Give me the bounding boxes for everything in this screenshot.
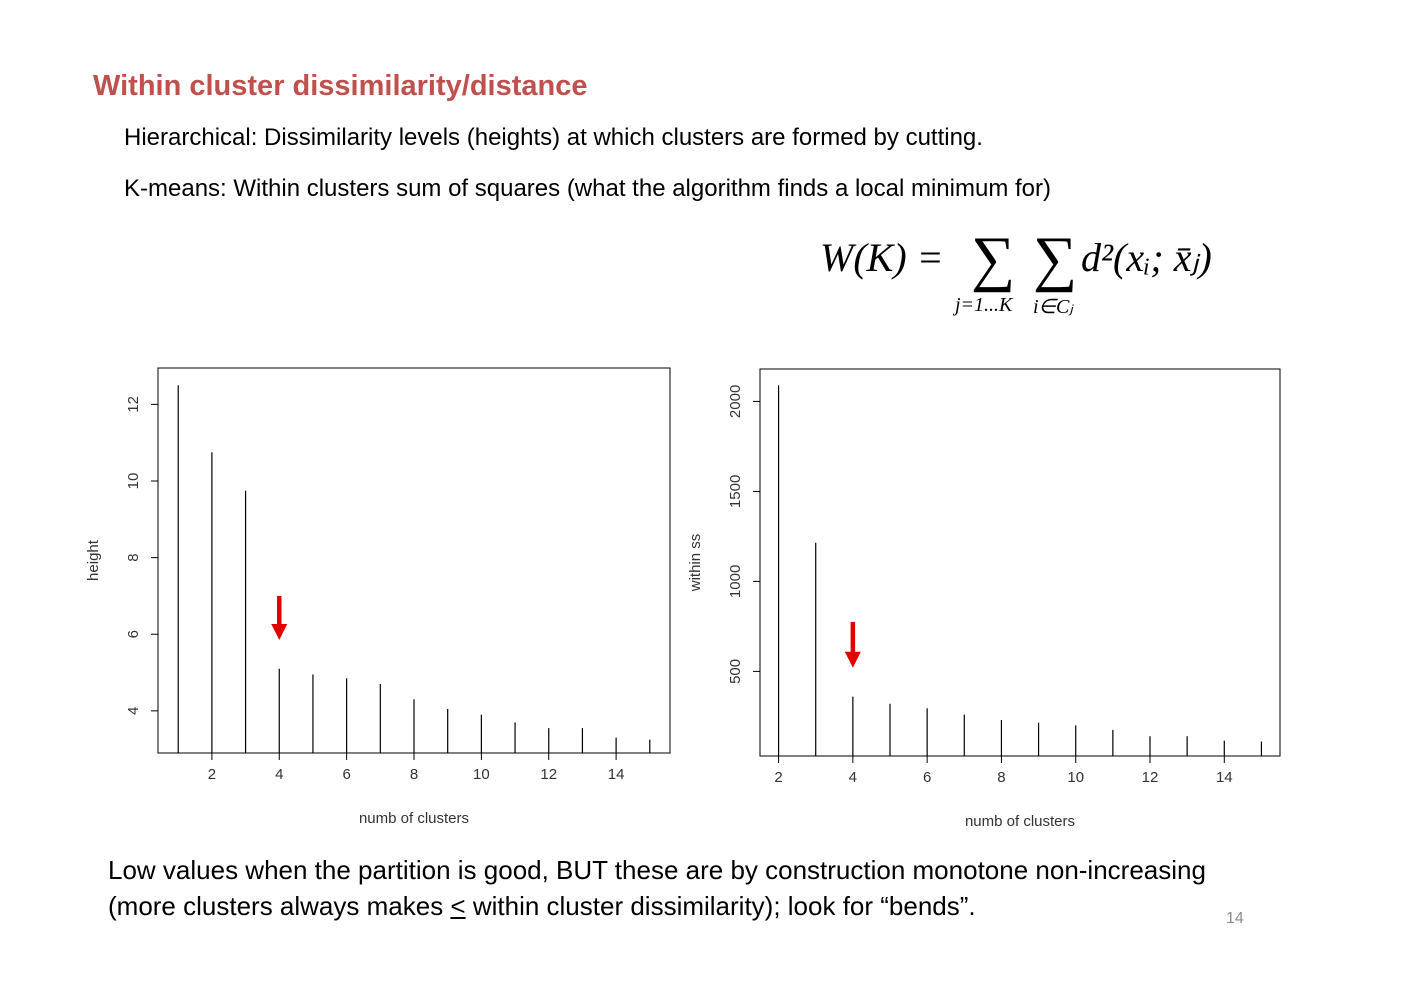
footer-le-symbol: < (450, 891, 466, 921)
y-tick-label: 1000 (727, 564, 744, 599)
x-axis-label: numb of clusters (964, 813, 1076, 830)
wk-formula (815, 225, 1245, 328)
x-tick-label: 14 (607, 766, 625, 783)
y-axis-label: within ss (687, 533, 704, 592)
footer-part-1: Low values when the partition is good, BUT these are by construction monotone non-increasing (more clusters always makes (108, 855, 1206, 921)
arrow-head (845, 652, 861, 668)
footer-text (108, 852, 1218, 924)
y-axis-label: height (85, 540, 102, 581)
footer-part-2: within cluster dissimilarity); look for “bends”. (465, 891, 976, 921)
x-tick-label: 12 (540, 766, 558, 783)
plot-frame (760, 369, 1280, 756)
arrow-head (271, 624, 287, 640)
y-tick-label: 6 (125, 630, 142, 639)
x-tick-label: 6 (922, 769, 932, 786)
x-tick-label: 8 (409, 766, 419, 783)
x-axis-label: numb of clusters (358, 810, 470, 827)
x-tick-label: 4 (848, 769, 858, 786)
x-tick-label: 14 (1215, 769, 1233, 786)
x-tick-label: 10 (473, 766, 490, 783)
plot-frame (158, 368, 670, 753)
page-number: 14 (1226, 910, 1244, 927)
hierarchical-text: Hierarchical: Dissimilarity levels (heights) at which clusters are formed by cutting. (124, 124, 983, 151)
y-tick-label: 1500 (727, 474, 744, 509)
within-ss-chart (680, 360, 1290, 835)
y-tick-label: 8 (125, 553, 142, 562)
y-tick-label: 4 (125, 706, 142, 716)
formula-sub-i: i∈Cⱼ (1033, 296, 1073, 318)
slide-title: Within cluster dissimilarity/distance (93, 70, 588, 102)
x-tick-label: 8 (997, 769, 1006, 786)
formula-sum-1: ∑ (971, 225, 1016, 293)
formula-term: d²(xᵢ; x̄ⱼ) (1081, 235, 1212, 280)
x-tick-label: 10 (1067, 769, 1085, 786)
x-tick-label: 6 (342, 766, 351, 783)
x-tick-label: 2 (207, 766, 217, 783)
kmeans-text: K-means: Within clusters sum of squares (what the algorithm finds a local minimum for) (124, 175, 1051, 202)
formula-lhs: W(K) = (820, 235, 944, 280)
height-chart (80, 360, 680, 835)
x-tick-label: 2 (774, 769, 783, 786)
x-tick-label: 4 (275, 766, 284, 783)
formula-sum-2: ∑ (1033, 225, 1078, 293)
y-tick-label: 2000 (727, 384, 744, 419)
y-tick-label: 10 (125, 472, 142, 490)
formula-sub-j: j=1...K (955, 294, 1013, 316)
y-tick-label: 500 (727, 658, 744, 684)
x-tick-label: 12 (1141, 769, 1159, 786)
y-tick-label: 12 (125, 396, 142, 413)
